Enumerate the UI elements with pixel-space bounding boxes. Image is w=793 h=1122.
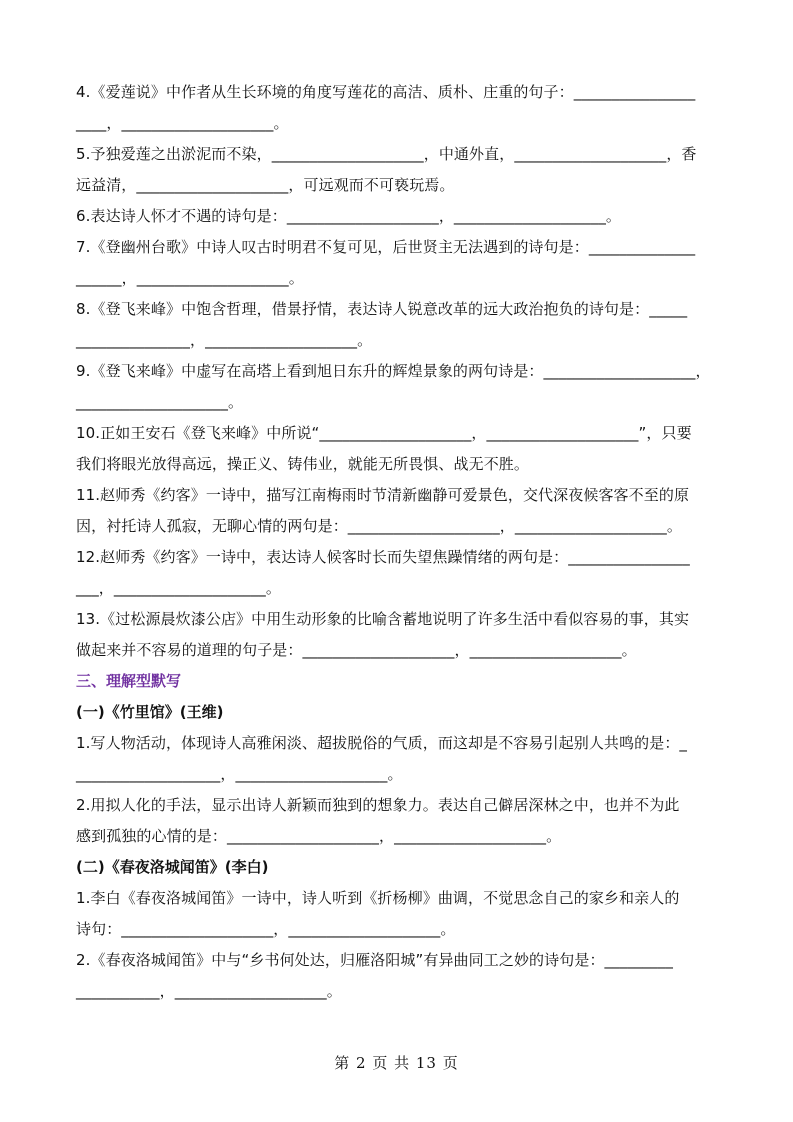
- question-8: 8.《登飞来峰》中饱含哲理，借景抒情，表达诗人锐意改革的远大政治抱负的诗句是：_____ _______________，____________________。: [76, 300, 688, 349]
- group2-question-2: 2.《春夜洛城闻笛》中与“乡书何处达，归雁洛阳城”有异曲同工之妙的诗句是：_________ ___________，____________________。: [76, 951, 673, 1000]
- question-6: 6.表达诗人怀才不遇的诗句是：____________________，____________________。: [76, 207, 622, 225]
- page-footer: 第 2 页 共 13 页: [334, 1054, 459, 1072]
- group2-question-1: 1.李白《春夜洛城闻笛》一诗中，诗人听到《折杨柳》曲调，不觉思念自己的家乡和亲人的 诗句：____________________，____________________。: [76, 889, 680, 938]
- group-heading-1: (一)《竹里馆》(王维): [76, 703, 224, 721]
- question-10: 10.正如王安石《登飞来峰》中所说“____________________，____________________”，只要 我们将眼光放得高远，操正义、铸伟业，就能无所畏惧、战无不胜。: [76, 424, 692, 473]
- group-heading-2: (二)《春夜洛城闻笛》(李白): [76, 858, 269, 876]
- question-4: 4.《爱莲说》中作者从生长环境的角度写莲花的高洁、质朴、庄重的句子：________________ ____，____________________。: [76, 83, 696, 132]
- question-5: 5.予独爱莲之出淤泥而不染，____________________，中通外直，____________________，香 远益清，____________________，可远观而不可亵玩焉。: [76, 145, 697, 194]
- question-9: 9.《登飞来峰》中虚写在高塔上看到旭日东升的辉煌景象的两句诗是：____________________， ____________________。: [76, 362, 711, 411]
- question-12: 12.赵师秀《约客》一诗中，表达诗人候客时长而失望焦躁情绪的两句是：________________ ___，____________________。: [76, 548, 690, 597]
- group1-question-2: 2.用拟人化的手法，显示出诗人新颖而独到的想象力。表达自己僻居深林之中，也并不为此 感到孤独的心情的是：____________________，____________________。: [76, 796, 680, 845]
- page-content: [76, 77, 719, 1007]
- group1-question-1: 1.写人物活动，体现诗人高雅闲淡、超拔脱俗的气质，而这却是不容易引起别人共鸣的是：_ ___________________，____________________。: [76, 734, 688, 783]
- section-title: 三、理解型默写: [76, 672, 182, 690]
- question-11: 11.赵师秀《约客》一诗中，描写江南梅雨时节清新幽静可爱景色，交代深夜候客客不至的原 因，衬托诗人孤寂，无聊心情的两句是：____________________，____________________。: [76, 486, 690, 535]
- question-7: 7.《登幽州台歌》中诗人叹古时明君不复可见，后世贤主无法遇到的诗句是：______________ ______，____________________。: [76, 238, 696, 287]
- question-13: 13.《过松源晨炊漆公店》中用生动形象的比喻含蓄地说明了许多生活中看似容易的事，其实 做起来并不容易的道理的句子是：____________________，____________________。: [76, 610, 690, 659]
